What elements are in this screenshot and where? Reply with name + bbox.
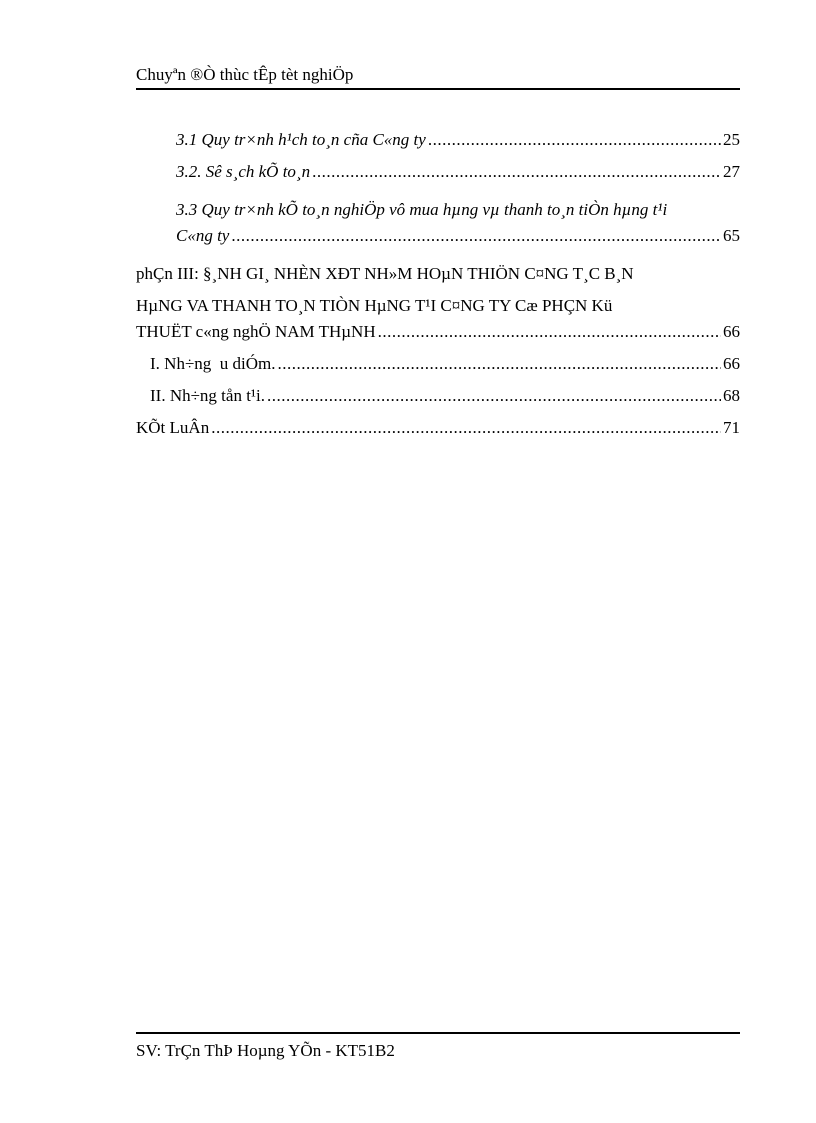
toc-entry-label: KÕt LuÂn (136, 418, 210, 437)
toc-entry-label-line2: C«ng ty (176, 226, 230, 245)
toc-entry-page: 66 (723, 322, 740, 341)
toc-entry-label-line1: 3.3 Quy tr×nh kÕ to¸n nghiÖp vô mua hµng vµ thanh to¸n tiÒn hµng t¹i (176, 200, 668, 219)
toc-leader-dots (428, 130, 721, 150)
toc-entry-page: 68 (723, 386, 740, 405)
toc-entry-label-line3: THUËT c«ng nghÖ NAM THµNH (136, 322, 376, 341)
toc-leader-dots (267, 386, 721, 406)
toc-leader-dots (231, 226, 721, 246)
toc-entry-part-3[interactable] (136, 258, 740, 354)
toc-entry-page: 71 (723, 418, 740, 437)
toc-leader-dots (312, 162, 721, 182)
toc-leader-dots (378, 322, 721, 342)
toc-entry-label-line2: HµNG VA THANH TO¸N TIÒN HµNG T¹I C¤NG TY Cæ PHÇN Kü (136, 296, 613, 315)
toc-entry-3-1[interactable] (136, 130, 740, 162)
header-title: Chuyªn ®Ò thùc tÊp tèt nghiÖp (136, 65, 354, 84)
toc-entry-3-2[interactable] (136, 162, 740, 194)
page-header (136, 64, 740, 90)
table-of-contents (136, 130, 740, 450)
toc-entry-section-1[interactable] (136, 354, 740, 386)
toc-entry-conclusion[interactable] (136, 418, 740, 450)
page-footer (136, 1032, 740, 1062)
toc-entry-page: 27 (723, 162, 740, 181)
toc-entry-label-line1: phÇn III: §¸NH GI¸ NHÈN XÐT NH»M HOµN THIÖN C¤NG T¸C B¸N (136, 264, 634, 283)
toc-leader-dots (278, 354, 722, 374)
toc-entry-section-2[interactable] (136, 386, 740, 418)
toc-entry-label: 3.1 Quy tr×nh h¹ch to¸n cña C«ng ty (176, 130, 426, 149)
toc-entry-page: 65 (723, 226, 740, 245)
footer-text: SV: TrÇn ThÞ Hoµng YÕn - KT51B2 (136, 1041, 395, 1060)
toc-entry-label: II. Nh÷ng tån t¹i. (150, 386, 265, 405)
toc-entry-page: 66 (723, 354, 740, 373)
toc-entry-page: 25 (723, 130, 740, 149)
toc-entry-label: I. Nh÷ng u diÓm. (150, 354, 276, 373)
toc-entry-3-3[interactable] (136, 194, 740, 258)
toc-entry-label: 3.2. Sê s¸ch kÕ to¸n (176, 162, 311, 181)
toc-leader-dots (211, 418, 721, 438)
